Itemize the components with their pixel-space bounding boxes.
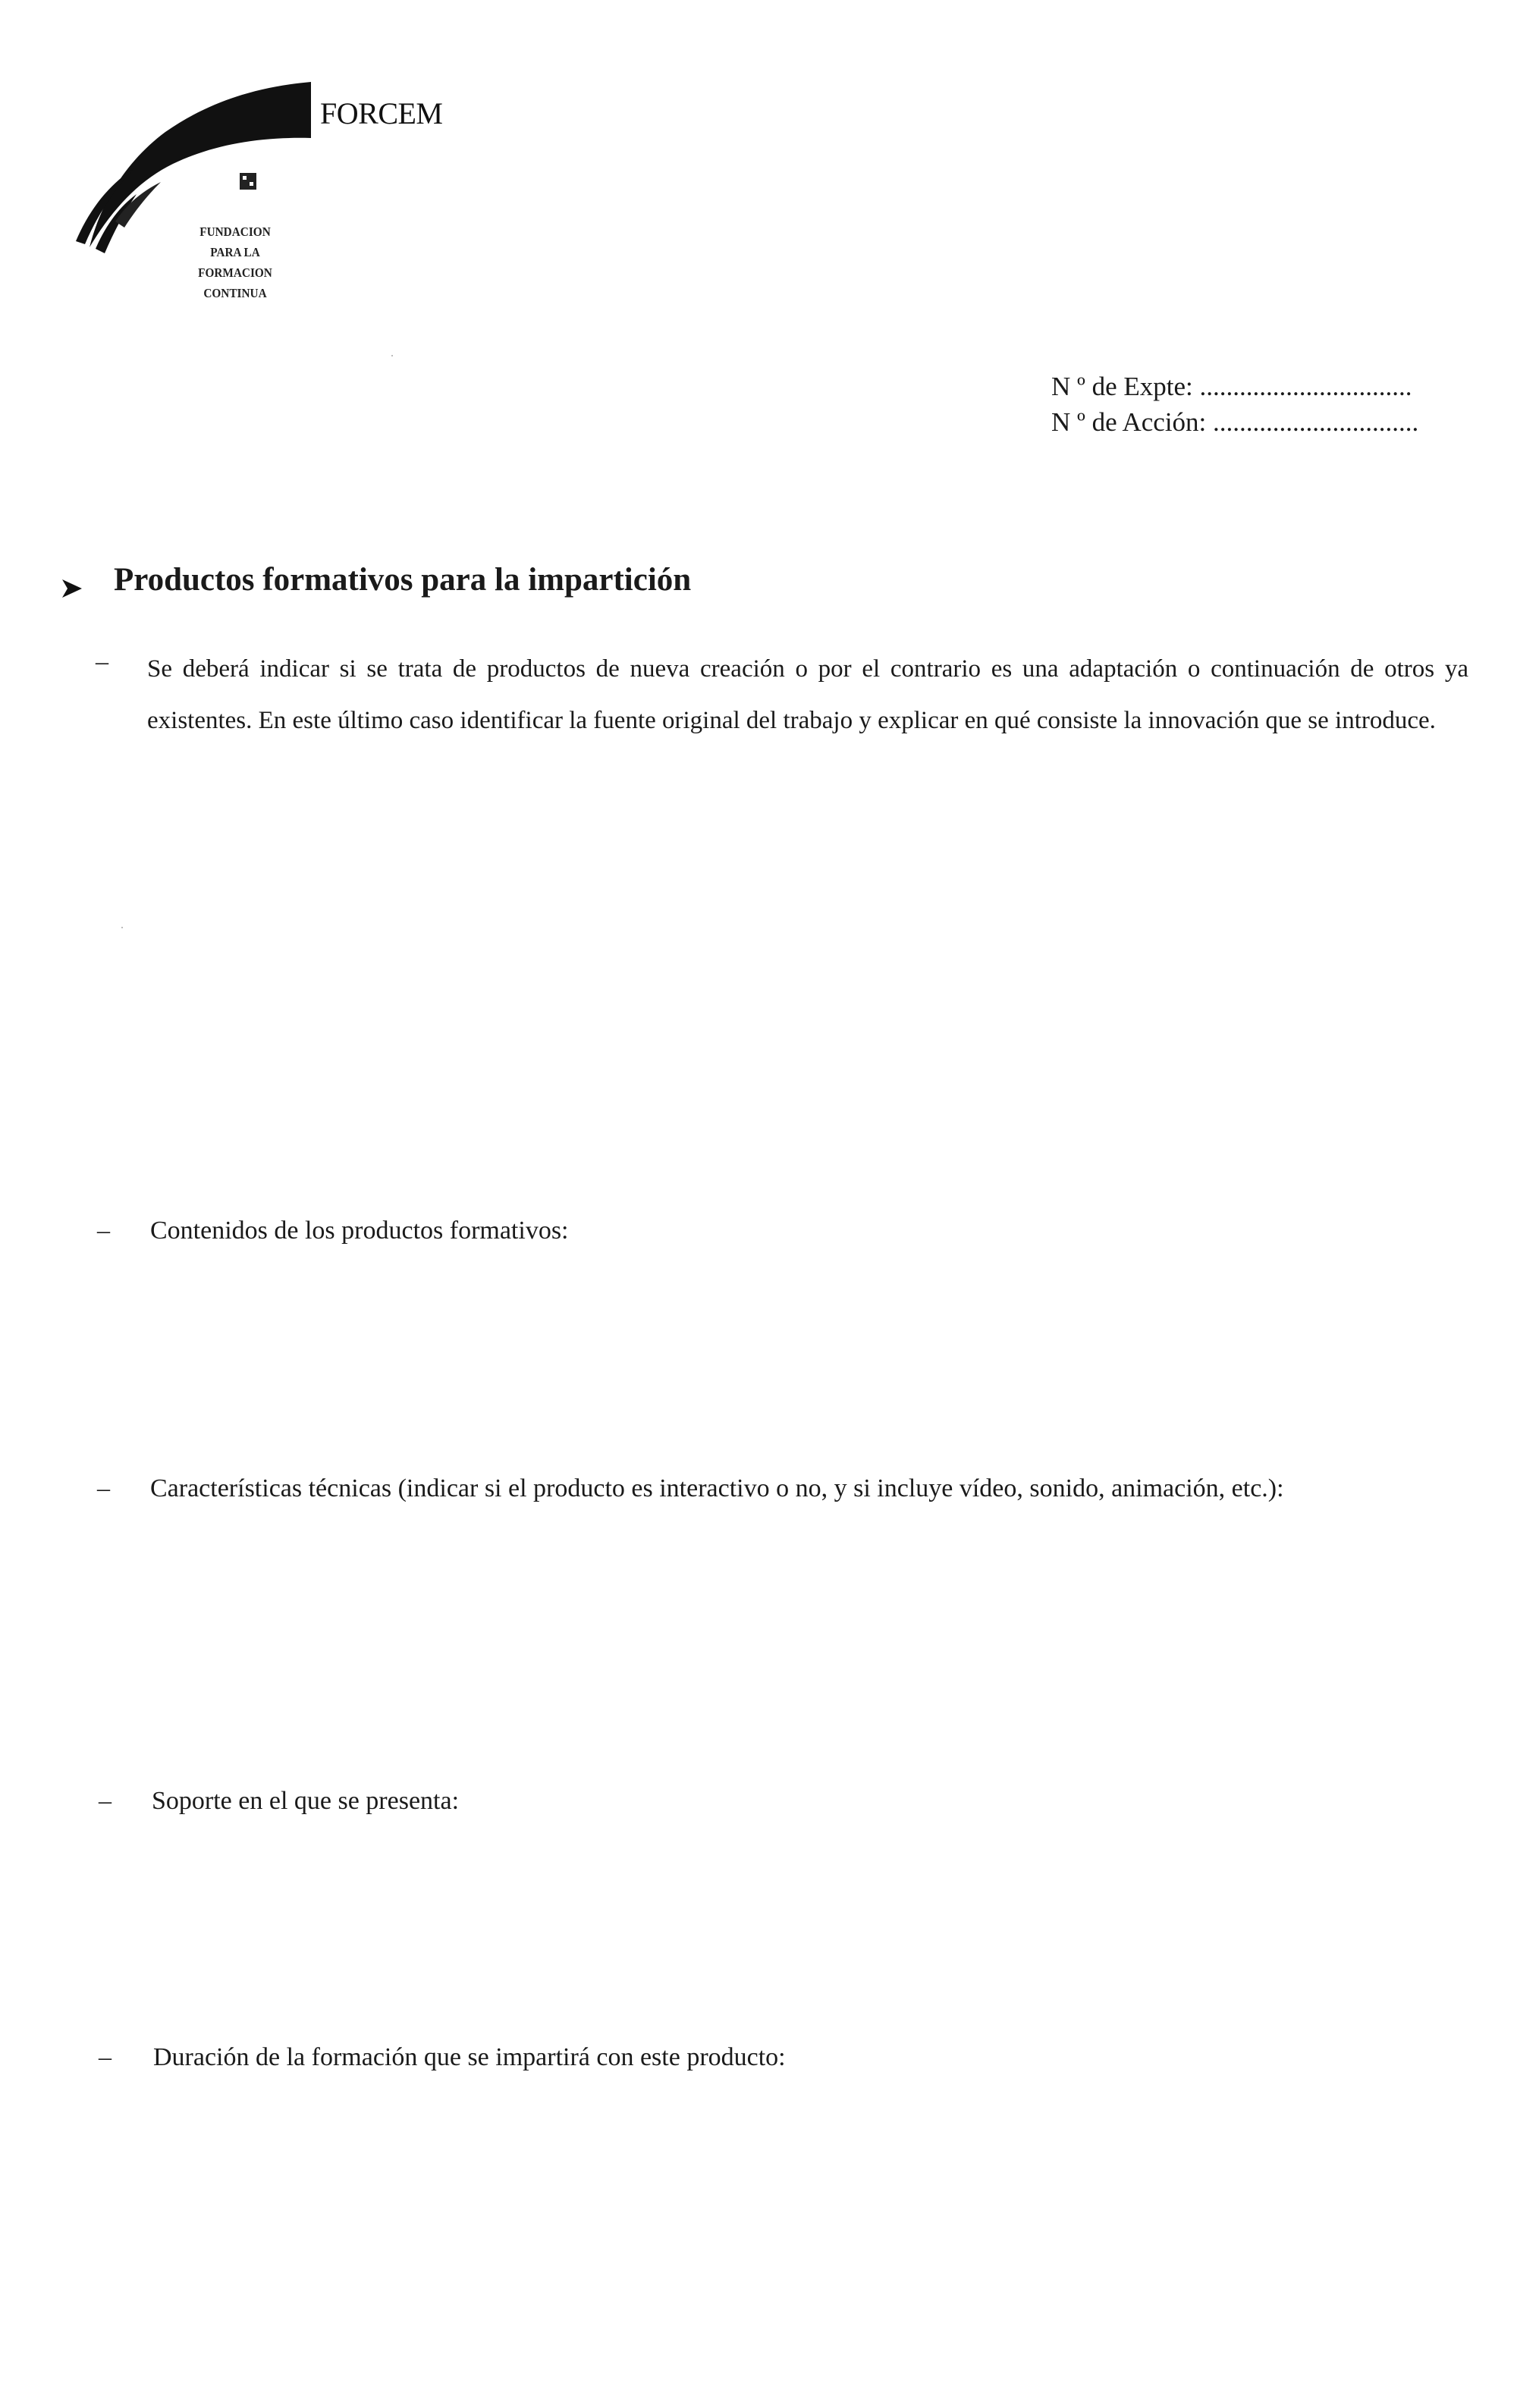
arrowhead-bullet-icon [61,570,83,607]
logo-subtitle-line: CONTINUA [203,286,267,300]
accion-number-field[interactable]: N º de Acción: ............................... [1051,407,1419,437]
item-soporte: Soporte en el que se presenta: [152,1787,460,1815]
item-contenidos: Contenidos de los productos formativos: [150,1217,569,1245]
list-dash: – [96,648,108,676]
item-duracion: Duración de la formación que se impartirá con este producto: [153,2043,786,2071]
scan-speck [121,927,123,928]
expediente-number-field[interactable]: N º de Expte: ................................ [1051,372,1412,401]
list-dash: – [97,1474,110,1502]
logo-subtitle-line: FUNDACION [199,224,271,239]
item-caracteristicas: Características técnicas (indicar si el producto es interactivo o no, y si incluye vídeo, sonido, animación, etc.): [150,1474,1284,1502]
forcem-logo [67,73,492,323]
list-dash: – [97,1217,110,1245]
logo-title: FORCEM [320,96,443,130]
list-dash: – [99,1787,111,1815]
logo-subtitle [167,221,303,303]
section-title: Productos formativos para la impartición [114,562,692,598]
scan-speck [391,355,393,356]
reference-block [1051,369,1418,440]
intro-paragraph: Se deberá indicar si se trata de productos de nueva creación o por el contrario es una adaptación o continuación de otros ya existentes. En este último caso identificar la fuente original del trabajo y explicar en qué consiste la innovación que se introduce. [147,655,1468,734]
list-dash: – [99,2043,111,2071]
logo-subtitle-line: PARA LA [210,245,260,259]
logo-subtitle-line: FORMACION [198,265,272,280]
